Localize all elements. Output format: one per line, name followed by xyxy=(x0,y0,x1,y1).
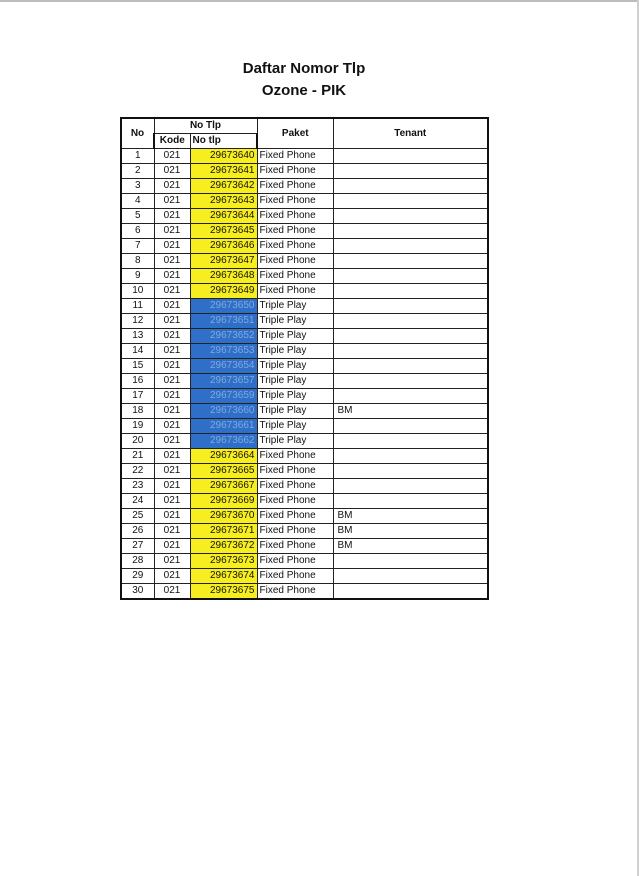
phone-number-table xyxy=(120,117,489,600)
row-paket: Triple Play xyxy=(257,329,333,344)
table-row xyxy=(121,584,488,600)
row-paket: Fixed Phone xyxy=(257,284,333,299)
row-no: 17 xyxy=(121,389,154,404)
row-kode: 021 xyxy=(154,179,190,194)
row-paket: Fixed Phone xyxy=(257,254,333,269)
table-row xyxy=(121,389,488,404)
row-no: 1 xyxy=(121,149,154,164)
row-phone-number: 29673675 xyxy=(190,584,257,600)
row-phone-number: 29673649 xyxy=(190,284,257,299)
row-paket: Fixed Phone xyxy=(257,569,333,584)
row-no: 16 xyxy=(121,374,154,389)
row-paket: Triple Play xyxy=(257,344,333,359)
row-tenant xyxy=(333,254,488,269)
row-tenant: BM xyxy=(333,539,488,554)
row-tenant: BM xyxy=(333,524,488,539)
row-phone-number: 29673672 xyxy=(190,539,257,554)
row-tenant: BM xyxy=(333,404,488,419)
row-paket: Fixed Phone xyxy=(257,224,333,239)
row-no: 13 xyxy=(121,329,154,344)
table-row xyxy=(121,494,488,509)
row-tenant xyxy=(333,224,488,239)
row-phone-number: 29673648 xyxy=(190,269,257,284)
row-paket: Fixed Phone xyxy=(257,584,333,600)
row-no: 11 xyxy=(121,299,154,314)
row-phone-number: 29673660 xyxy=(190,404,257,419)
row-no: 8 xyxy=(121,254,154,269)
row-kode: 021 xyxy=(154,209,190,224)
table-row xyxy=(121,269,488,284)
row-paket: Triple Play xyxy=(257,359,333,374)
row-phone-number: 29673654 xyxy=(190,359,257,374)
table-row xyxy=(121,329,488,344)
row-phone-number: 29673645 xyxy=(190,224,257,239)
row-tenant xyxy=(333,284,488,299)
row-tenant xyxy=(333,179,488,194)
row-paket: Triple Play xyxy=(257,374,333,389)
row-no: 30 xyxy=(121,584,154,600)
row-paket: Fixed Phone xyxy=(257,239,333,254)
row-no: 10 xyxy=(121,284,154,299)
row-phone-number: 29673673 xyxy=(190,554,257,569)
row-kode: 021 xyxy=(154,449,190,464)
row-kode: 021 xyxy=(154,524,190,539)
row-phone-number: 29673653 xyxy=(190,344,257,359)
row-paket: Fixed Phone xyxy=(257,449,333,464)
row-paket: Fixed Phone xyxy=(257,524,333,539)
row-kode: 021 xyxy=(154,434,190,449)
row-paket: Triple Play xyxy=(257,299,333,314)
row-no: 3 xyxy=(121,179,154,194)
row-kode: 021 xyxy=(154,569,190,584)
row-kode: 021 xyxy=(154,584,190,600)
table-row xyxy=(121,299,488,314)
row-kode: 021 xyxy=(154,344,190,359)
table-row xyxy=(121,314,488,329)
row-no: 23 xyxy=(121,479,154,494)
table-row xyxy=(121,419,488,434)
row-no: 7 xyxy=(121,239,154,254)
row-tenant xyxy=(333,194,488,209)
row-kode: 021 xyxy=(154,299,190,314)
row-phone-number: 29673661 xyxy=(190,419,257,434)
row-tenant xyxy=(333,209,488,224)
table-row xyxy=(121,284,488,299)
row-no: 4 xyxy=(121,194,154,209)
row-tenant xyxy=(333,569,488,584)
table-row xyxy=(121,359,488,374)
row-kode: 021 xyxy=(154,164,190,179)
row-paket: Fixed Phone xyxy=(257,164,333,179)
row-paket: Fixed Phone xyxy=(257,494,333,509)
row-no: 29 xyxy=(121,569,154,584)
row-paket: Fixed Phone xyxy=(257,209,333,224)
row-phone-number: 29673659 xyxy=(190,389,257,404)
row-tenant xyxy=(333,464,488,479)
table-row xyxy=(121,434,488,449)
row-no: 24 xyxy=(121,494,154,509)
table-row xyxy=(121,374,488,389)
row-phone-number: 29673640 xyxy=(190,149,257,164)
header-no: No xyxy=(121,118,154,149)
row-no: 18 xyxy=(121,404,154,419)
row-paket: Fixed Phone xyxy=(257,479,333,494)
table-row xyxy=(121,554,488,569)
row-tenant xyxy=(333,164,488,179)
row-tenant: BM xyxy=(333,509,488,524)
table-row xyxy=(121,479,488,494)
row-paket: Fixed Phone xyxy=(257,194,333,209)
table-header-row xyxy=(121,118,488,134)
scan-edge-top xyxy=(0,0,639,2)
row-no: 27 xyxy=(121,539,154,554)
row-no: 21 xyxy=(121,449,154,464)
row-no: 19 xyxy=(121,419,154,434)
header-paket: Paket xyxy=(257,118,333,149)
row-no: 12 xyxy=(121,314,154,329)
row-kode: 021 xyxy=(154,539,190,554)
table-row xyxy=(121,209,488,224)
row-no: 20 xyxy=(121,434,154,449)
table-row xyxy=(121,254,488,269)
row-phone-number: 29673670 xyxy=(190,509,257,524)
row-tenant xyxy=(333,494,488,509)
row-paket: Triple Play xyxy=(257,419,333,434)
row-phone-number: 29673643 xyxy=(190,194,257,209)
row-tenant xyxy=(333,419,488,434)
row-paket: Triple Play xyxy=(257,314,333,329)
row-kode: 021 xyxy=(154,224,190,239)
row-paket: Fixed Phone xyxy=(257,554,333,569)
row-phone-number: 29673641 xyxy=(190,164,257,179)
table-row xyxy=(121,344,488,359)
table-body xyxy=(121,149,488,600)
document-title xyxy=(0,58,608,102)
row-kode: 021 xyxy=(154,479,190,494)
row-kode: 021 xyxy=(154,554,190,569)
row-tenant xyxy=(333,374,488,389)
row-kode: 021 xyxy=(154,374,190,389)
row-kode: 021 xyxy=(154,239,190,254)
table-row xyxy=(121,149,488,164)
row-tenant xyxy=(333,389,488,404)
row-phone-number: 29673664 xyxy=(190,449,257,464)
row-kode: 021 xyxy=(154,389,190,404)
row-tenant xyxy=(333,479,488,494)
row-kode: 021 xyxy=(154,284,190,299)
row-no: 6 xyxy=(121,224,154,239)
row-phone-number: 29673665 xyxy=(190,464,257,479)
row-phone-number: 29673662 xyxy=(190,434,257,449)
row-paket: Fixed Phone xyxy=(257,179,333,194)
row-tenant xyxy=(333,314,488,329)
table-row xyxy=(121,194,488,209)
row-paket: Fixed Phone xyxy=(257,509,333,524)
table-row xyxy=(121,524,488,539)
row-tenant xyxy=(333,449,488,464)
row-paket: Fixed Phone xyxy=(257,464,333,479)
row-tenant xyxy=(333,269,488,284)
row-no: 25 xyxy=(121,509,154,524)
header-tenant: Tenant xyxy=(333,118,488,149)
row-no: 15 xyxy=(121,359,154,374)
table-row xyxy=(121,509,488,524)
table-row xyxy=(121,569,488,584)
table-row xyxy=(121,179,488,194)
row-paket: Fixed Phone xyxy=(257,149,333,164)
title-line-2: Ozone - PIK xyxy=(261,82,347,99)
row-phone-number: 29673667 xyxy=(190,479,257,494)
row-kode: 021 xyxy=(154,419,190,434)
row-no: 9 xyxy=(121,269,154,284)
row-kode: 021 xyxy=(154,254,190,269)
row-kode: 021 xyxy=(154,329,190,344)
row-phone-number: 29673650 xyxy=(190,299,257,314)
row-kode: 021 xyxy=(154,269,190,284)
table-row xyxy=(121,404,488,419)
row-tenant xyxy=(333,329,488,344)
row-phone-number: 29673646 xyxy=(190,239,257,254)
row-no: 26 xyxy=(121,524,154,539)
table-row xyxy=(121,164,488,179)
row-tenant xyxy=(333,344,488,359)
row-phone-number: 29673647 xyxy=(190,254,257,269)
row-no: 5 xyxy=(121,209,154,224)
row-no: 22 xyxy=(121,464,154,479)
row-phone-number: 29673651 xyxy=(190,314,257,329)
row-phone-number: 29673669 xyxy=(190,494,257,509)
row-kode: 021 xyxy=(154,149,190,164)
table-row xyxy=(121,464,488,479)
row-paket: Fixed Phone xyxy=(257,539,333,554)
row-phone-number: 29673652 xyxy=(190,329,257,344)
row-tenant xyxy=(333,239,488,254)
row-tenant xyxy=(333,149,488,164)
row-kode: 021 xyxy=(154,464,190,479)
row-paket: Fixed Phone xyxy=(257,269,333,284)
row-no: 14 xyxy=(121,344,154,359)
header-no-tlp-group: No Tlp xyxy=(154,118,257,134)
row-no: 28 xyxy=(121,554,154,569)
row-tenant xyxy=(333,554,488,569)
row-paket: Triple Play xyxy=(257,434,333,449)
row-kode: 021 xyxy=(154,194,190,209)
row-kode: 021 xyxy=(154,509,190,524)
row-tenant xyxy=(333,434,488,449)
table-row xyxy=(121,539,488,554)
table-row xyxy=(121,224,488,239)
row-paket: Triple Play xyxy=(257,389,333,404)
row-tenant xyxy=(333,359,488,374)
header-kode: Kode xyxy=(154,134,190,149)
row-kode: 021 xyxy=(154,494,190,509)
row-phone-number: 29673671 xyxy=(190,524,257,539)
header-no-tlp: No tlp xyxy=(190,134,257,149)
row-kode: 021 xyxy=(154,404,190,419)
row-kode: 021 xyxy=(154,314,190,329)
row-paket: Triple Play xyxy=(257,404,333,419)
row-tenant xyxy=(333,584,488,600)
row-phone-number: 29673657 xyxy=(190,374,257,389)
row-phone-number: 29673642 xyxy=(190,179,257,194)
title-line-1: Daftar Nomor Tlp xyxy=(242,60,366,77)
row-phone-number: 29673644 xyxy=(190,209,257,224)
row-no: 2 xyxy=(121,164,154,179)
table-row xyxy=(121,239,488,254)
row-phone-number: 29673674 xyxy=(190,569,257,584)
row-tenant xyxy=(333,299,488,314)
table-row xyxy=(121,449,488,464)
row-kode: 021 xyxy=(154,359,190,374)
